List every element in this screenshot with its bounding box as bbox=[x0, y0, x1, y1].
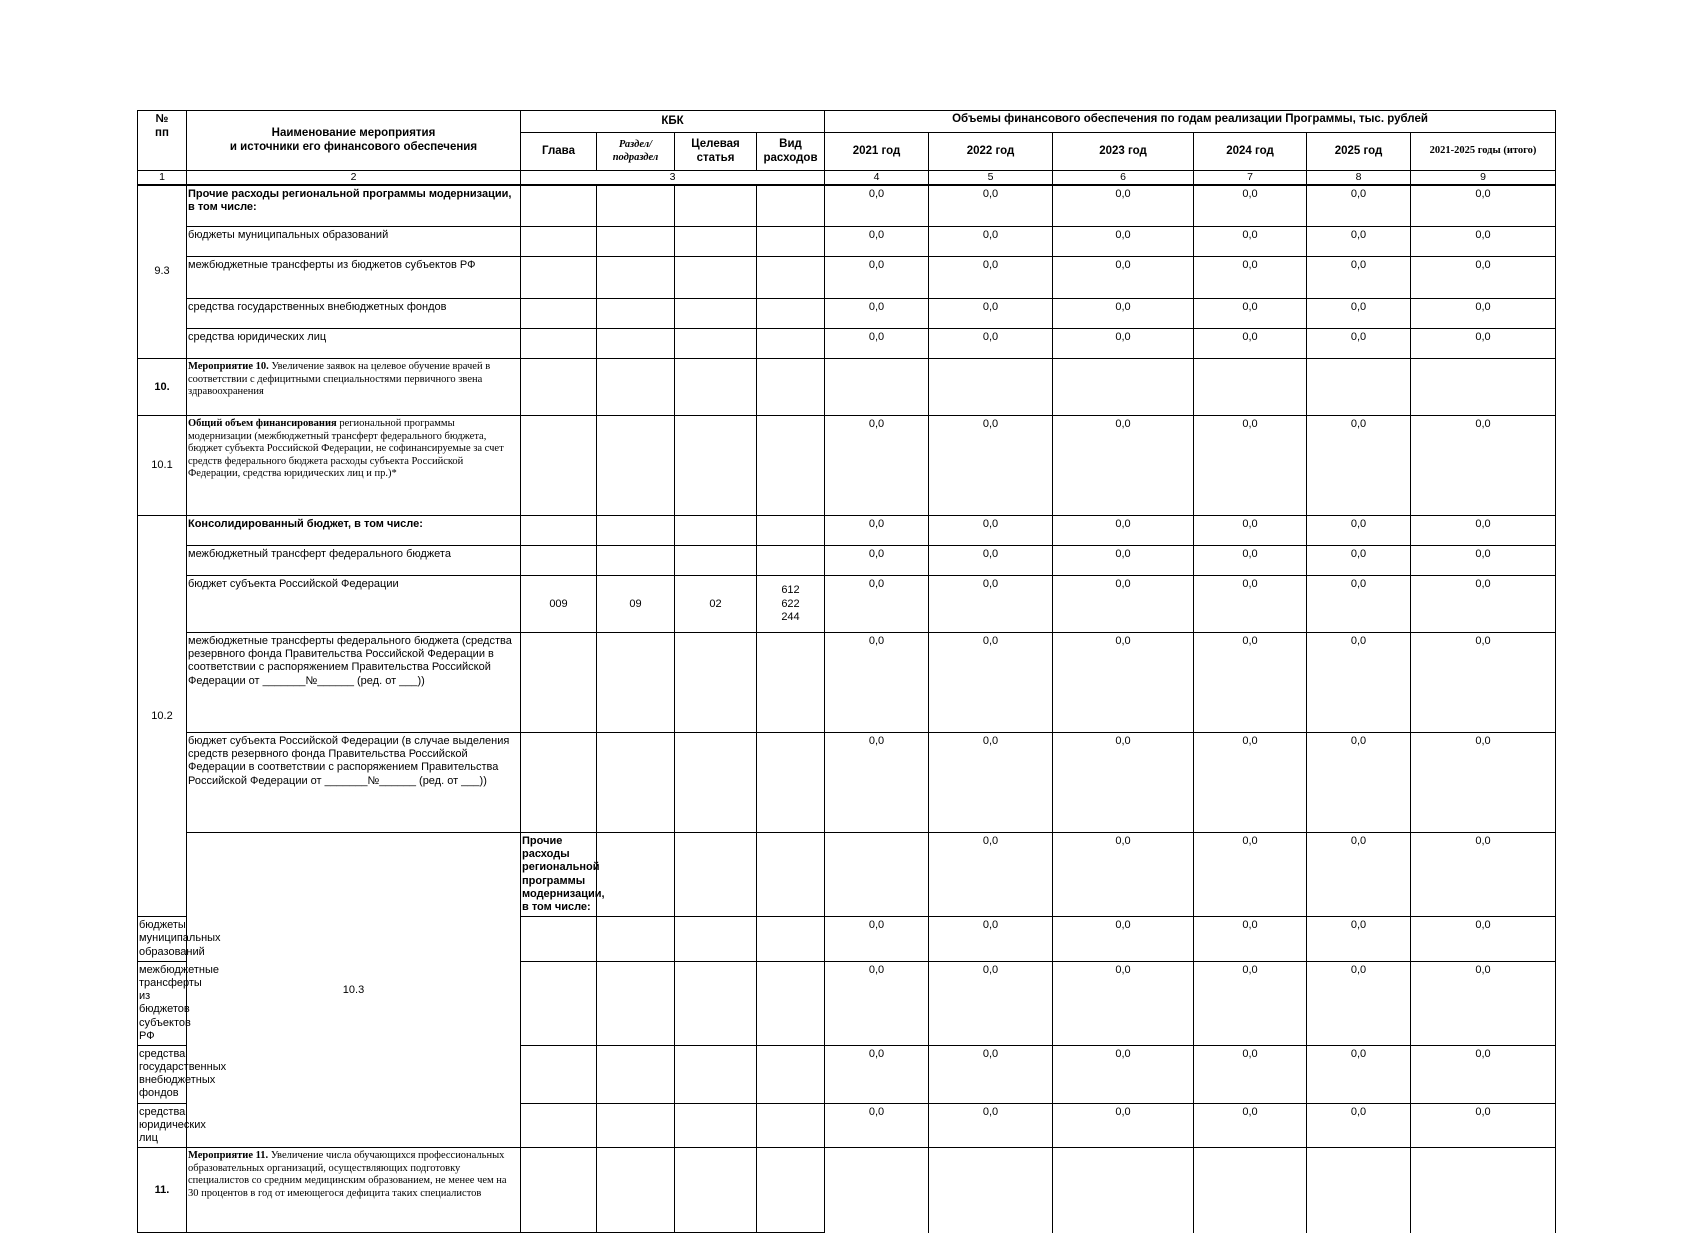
kbk-vid: 612 622 244 bbox=[757, 576, 825, 633]
header-year-2024: 2024 год bbox=[1194, 133, 1307, 171]
col-number: 2 bbox=[187, 171, 521, 185]
row-number: 10.1 bbox=[138, 416, 187, 516]
value-cell: 0,0 bbox=[1053, 576, 1194, 633]
value-cell: 0,0 bbox=[1307, 516, 1411, 546]
row-name: средства юридических лиц bbox=[187, 329, 521, 359]
col-number: 4 bbox=[825, 171, 929, 185]
value-cell: 0,0 bbox=[1053, 516, 1194, 546]
value-cell: 0,0 bbox=[929, 1103, 1053, 1148]
value-cell: 0,0 bbox=[1194, 329, 1307, 359]
value-cell: 0,0 bbox=[1194, 633, 1307, 733]
table-row bbox=[138, 833, 1556, 917]
row-name: Консолидированный бюджет, в том числе: bbox=[187, 516, 521, 546]
value-cell: 0,0 bbox=[1411, 257, 1556, 299]
table-row bbox=[138, 733, 1556, 833]
kbk-razdel: 09 bbox=[597, 576, 675, 633]
value-cell: 0,0 bbox=[1307, 185, 1411, 227]
value-cell: 0,0 bbox=[1194, 576, 1307, 633]
value-cell: 0,0 bbox=[1053, 833, 1194, 917]
value-cell: 0,0 bbox=[1194, 227, 1307, 257]
header-year-2021: 2021 год bbox=[825, 133, 929, 171]
value-cell: 0,0 bbox=[1307, 633, 1411, 733]
value-cell: 0,0 bbox=[825, 257, 929, 299]
row-name: бюджеты муниципальных образований bbox=[187, 227, 521, 257]
value-cell: 0,0 bbox=[1194, 516, 1307, 546]
value-cell: 0,0 bbox=[1411, 1103, 1556, 1148]
row-number: 9.3 bbox=[138, 185, 187, 359]
value-cell: 0,0 bbox=[929, 1045, 1053, 1103]
table-row bbox=[138, 227, 1556, 257]
value-cell: 0,0 bbox=[1307, 257, 1411, 299]
value-cell: 0,0 bbox=[1053, 416, 1194, 516]
row-name: Мероприятие 11. Увеличение числа обучающихся профессиональных образовательных организаций, осуществляющих подготовку специалистов со средним медицинским образованием, не менее чем на 30 процентов в год от имеющегося дефицита таких специалистов bbox=[187, 1148, 521, 1233]
value-cell: 0,0 bbox=[1194, 1103, 1307, 1148]
table-row bbox=[138, 257, 1556, 299]
value-cell: 0,0 bbox=[1053, 257, 1194, 299]
value-cell: 0,0 bbox=[929, 546, 1053, 576]
value-cell: 0,0 bbox=[825, 185, 929, 227]
row-name: межбюджетные трансферты из бюджетов субъектов РФ bbox=[138, 961, 187, 1045]
value-cell: 0,0 bbox=[1411, 961, 1556, 1045]
value-cell: 0,0 bbox=[1411, 299, 1556, 329]
value-cell: 0,0 bbox=[1053, 546, 1194, 576]
value-cell: 0,0 bbox=[1194, 185, 1307, 227]
value-cell: 0,0 bbox=[929, 329, 1053, 359]
value-cell: 0,0 bbox=[1307, 1103, 1411, 1148]
value-cell: 0,0 bbox=[1307, 1045, 1411, 1103]
value-cell: 0,0 bbox=[1411, 516, 1556, 546]
value-cell: 0,0 bbox=[1411, 733, 1556, 833]
value-cell: 0,0 bbox=[825, 1045, 929, 1103]
value-cell: 0,0 bbox=[1307, 733, 1411, 833]
value-cell: 0,0 bbox=[1053, 329, 1194, 359]
value-cell: 0,0 bbox=[929, 833, 1053, 917]
value-cell: 0,0 bbox=[825, 516, 929, 546]
value-cell: 0,0 bbox=[1053, 733, 1194, 833]
row-name: средства государственных внебюджетных фондов bbox=[187, 299, 521, 329]
col-number: 6 bbox=[1053, 171, 1194, 185]
header-year-2022: 2022 год bbox=[929, 133, 1053, 171]
col-number: 3 bbox=[521, 171, 825, 185]
value-cell: 0,0 bbox=[825, 961, 929, 1045]
value-cell: 0,0 bbox=[1194, 257, 1307, 299]
value-cell: 0,0 bbox=[1411, 576, 1556, 633]
value-cell: 0,0 bbox=[825, 576, 929, 633]
value-cell: 0,0 bbox=[929, 227, 1053, 257]
col-number: 9 bbox=[1411, 171, 1556, 185]
col-number: 8 bbox=[1307, 171, 1411, 185]
row-name: Общий объем финансирования региональной программы модернизации (межбюджетный трансферт федерального бюджета, бюджет субъекта Российской Федерации, не софинансируемые за счет средств федерального бюджета расходы субъекта Российской Федерации, средства юридических лиц и пр.)* bbox=[187, 416, 521, 516]
value-cell: 0,0 bbox=[929, 257, 1053, 299]
value-cell: 0,0 bbox=[825, 1103, 929, 1148]
value-cell: 0,0 bbox=[825, 733, 929, 833]
kbk-celevaya: 02 bbox=[675, 576, 757, 633]
kbk-glava: 009 bbox=[521, 576, 597, 633]
value-cell: 0,0 bbox=[825, 329, 929, 359]
value-cell: 0,0 bbox=[1053, 185, 1194, 227]
header-year-total: 2021-2025 годы (итого) bbox=[1411, 133, 1556, 171]
funding-table bbox=[137, 110, 1556, 1233]
value-cell: 0,0 bbox=[1053, 961, 1194, 1045]
value-cell: 0,0 bbox=[1053, 633, 1194, 733]
value-cell: 0,0 bbox=[1053, 1045, 1194, 1103]
row-name: Мероприятие 10. Увеличение заявок на целевое обучение врачей в соответствии с дефицитными специальностями первичного звена здравоохранения bbox=[187, 359, 521, 416]
header-pp: № пп bbox=[138, 111, 187, 171]
value-cell: 0,0 bbox=[1307, 961, 1411, 1045]
value-cell: 0,0 bbox=[1053, 299, 1194, 329]
value-cell: 0,0 bbox=[1307, 833, 1411, 917]
row-name: средства государственных внебюджетных фондов bbox=[138, 1045, 187, 1103]
table-row bbox=[138, 299, 1556, 329]
table-row bbox=[138, 1148, 1556, 1233]
value-cell: 0,0 bbox=[1307, 227, 1411, 257]
value-cell: 0,0 bbox=[1411, 329, 1556, 359]
header-name: Наименование мероприятия и источники его финансового обеспечения bbox=[187, 111, 521, 171]
value-cell: 0,0 bbox=[929, 416, 1053, 516]
row-name: средства юридических лиц bbox=[138, 1103, 187, 1148]
table-row bbox=[138, 576, 1556, 633]
value-cell: 0,0 bbox=[929, 917, 1053, 962]
row-number: 11. bbox=[138, 1148, 187, 1233]
value-cell: 0,0 bbox=[825, 416, 929, 516]
header-kbk: КБК bbox=[521, 111, 825, 133]
header-celevaya: Целевая статья bbox=[675, 133, 757, 171]
table-row bbox=[138, 329, 1556, 359]
value-cell: 0,0 bbox=[825, 917, 929, 962]
col-number: 7 bbox=[1194, 171, 1307, 185]
value-cell: 0,0 bbox=[1307, 329, 1411, 359]
row-name: Прочие расходы региональной программы модернизации, в том числе: bbox=[521, 833, 597, 917]
value-cell: 0,0 bbox=[1411, 185, 1556, 227]
value-cell: 0,0 bbox=[929, 576, 1053, 633]
value-cell: 0,0 bbox=[1194, 416, 1307, 516]
value-cell: 0,0 bbox=[929, 185, 1053, 227]
value-cell: 0,0 bbox=[1411, 546, 1556, 576]
value-cell: 0,0 bbox=[929, 633, 1053, 733]
value-cell: 0,0 bbox=[929, 516, 1053, 546]
value-cell: 0,0 bbox=[1194, 833, 1307, 917]
row-name: бюджет субъекта Российской Федерации bbox=[187, 576, 521, 633]
row-name: бюджет субъекта Российской Федерации (в случае выделения средств резервного фонда Правительства Российской Федерации в соответствии с распоряжением Правительства Российской Федерации от _______№______ (ред. от ___)) bbox=[187, 733, 521, 833]
table-row bbox=[138, 633, 1556, 733]
value-cell: 0,0 bbox=[1053, 227, 1194, 257]
value-cell: 0,0 bbox=[1307, 546, 1411, 576]
value-cell: 0,0 bbox=[1307, 299, 1411, 329]
header-year-2025: 2025 год bbox=[1307, 133, 1411, 171]
value-cell: 0,0 bbox=[1411, 416, 1556, 516]
value-cell: 0,0 bbox=[1411, 227, 1556, 257]
header-year-2023: 2023 год bbox=[1053, 133, 1194, 171]
column-number-row bbox=[138, 171, 1556, 185]
value-cell: 0,0 bbox=[1194, 1045, 1307, 1103]
value-cell: 0,0 bbox=[929, 733, 1053, 833]
header-funding: Объемы финансового обеспечения по годам реализации Программы, тыс. рублей bbox=[825, 111, 1556, 133]
value-cell: 0,0 bbox=[1411, 633, 1556, 733]
row-name: бюджеты муниципальных образований bbox=[138, 917, 187, 962]
value-cell: 0,0 bbox=[929, 299, 1053, 329]
value-cell: 0,0 bbox=[929, 961, 1053, 1045]
table-row bbox=[138, 516, 1556, 546]
table-row bbox=[138, 546, 1556, 576]
col-number: 1 bbox=[138, 171, 187, 185]
row-name: межбюджетные трансферты из бюджетов субъектов РФ bbox=[187, 257, 521, 299]
value-cell: 0,0 bbox=[1053, 917, 1194, 962]
value-cell: 0,0 bbox=[825, 633, 929, 733]
table-row bbox=[138, 359, 1556, 416]
row-name: межбюджетные трансферты федерального бюджета (средства резервного фонда Правительства Российской Федерации в соответствии с распоряжением Правительства Российской Федерации от _______№______ (ред. от ___)) bbox=[187, 633, 521, 733]
row-number: 10.2 bbox=[138, 516, 187, 917]
value-cell: 0,0 bbox=[1053, 1103, 1194, 1148]
table-row bbox=[138, 416, 1556, 516]
row-name: межбюджетный трансферт федерального бюджета bbox=[187, 546, 521, 576]
col-number: 5 bbox=[929, 171, 1053, 185]
value-cell: 0,0 bbox=[825, 227, 929, 257]
value-cell: 0,0 bbox=[1307, 416, 1411, 516]
value-cell: 0,0 bbox=[825, 546, 929, 576]
value-cell: 0,0 bbox=[1411, 1045, 1556, 1103]
row-number: 10.3 bbox=[187, 833, 521, 1148]
value-cell: 0,0 bbox=[825, 299, 929, 329]
header-vid: Вид расходов bbox=[757, 133, 825, 171]
value-cell: 0,0 bbox=[1194, 961, 1307, 1045]
value-cell: 0,0 bbox=[1194, 733, 1307, 833]
row-name: Прочие расходы региональной программы модернизации, в том числе: bbox=[187, 185, 521, 227]
value-cell: 0,0 bbox=[1194, 299, 1307, 329]
value-cell: 0,0 bbox=[1411, 917, 1556, 962]
header-razdel: Раздел/ подраздел bbox=[597, 133, 675, 171]
value-cell: 0,0 bbox=[1307, 576, 1411, 633]
row-number: 10. bbox=[138, 359, 187, 416]
value-cell: 0,0 bbox=[1307, 917, 1411, 962]
header-glava: Глава bbox=[521, 133, 597, 171]
table-row bbox=[138, 185, 1556, 227]
value-cell: 0,0 bbox=[1194, 546, 1307, 576]
value-cell: 0,0 bbox=[1194, 917, 1307, 962]
value-cell: 0,0 bbox=[1411, 833, 1556, 917]
